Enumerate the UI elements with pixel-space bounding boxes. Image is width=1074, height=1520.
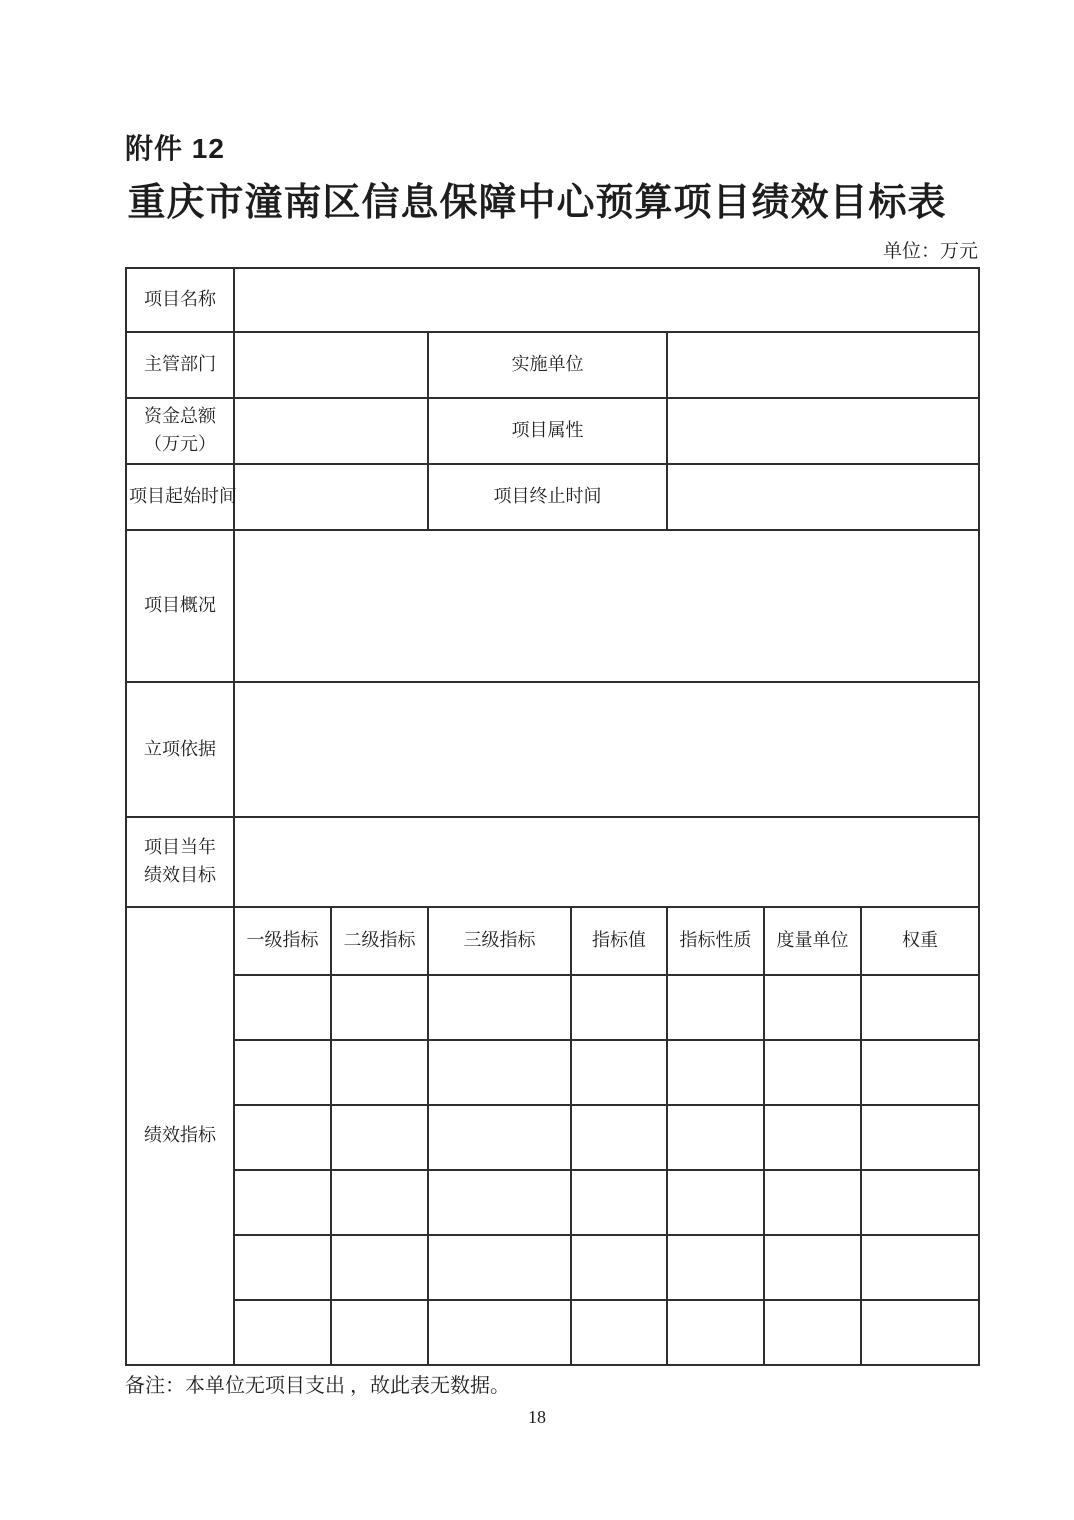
start-time-label: 项目起始时间	[126, 464, 234, 530]
indicator-cell	[234, 975, 331, 1040]
implementing-unit-label: 实施单位	[428, 332, 667, 398]
implementing-unit-value	[667, 332, 979, 398]
total-funds-label	[126, 398, 234, 464]
indicator-cell	[331, 1170, 428, 1235]
indicator-cell	[428, 1300, 571, 1365]
indicator-cell	[667, 1170, 764, 1235]
indicator-cell	[331, 1235, 428, 1300]
indicator-row-5	[126, 1235, 979, 1300]
indicator-cell	[571, 1040, 667, 1105]
annual-target-value	[234, 817, 979, 907]
performance-target-table	[125, 267, 980, 1366]
row-annual-target	[126, 817, 979, 907]
indicator-cell	[331, 1105, 428, 1170]
indicator-row-1	[126, 975, 979, 1040]
indicator-header-nature: 指标性质	[667, 907, 764, 975]
indicator-cell	[428, 975, 571, 1040]
end-time-label: 项目终止时间	[428, 464, 667, 530]
indicator-cell	[234, 1300, 331, 1365]
row-project-name	[126, 268, 979, 332]
row-department	[126, 332, 979, 398]
indicator-cell	[667, 975, 764, 1040]
project-overview-value	[234, 530, 979, 682]
indicator-cell	[667, 1235, 764, 1300]
indicator-cell	[234, 1105, 331, 1170]
project-name-label: 项目名称	[126, 268, 234, 332]
indicator-cell	[234, 1170, 331, 1235]
project-attribute-value	[667, 398, 979, 464]
department-label: 主管部门	[126, 332, 234, 398]
row-total-funds	[126, 398, 979, 464]
row-project-overview	[126, 530, 979, 682]
indicator-cell	[667, 1040, 764, 1105]
indicator-cell	[571, 975, 667, 1040]
attachment-label: 附件 12	[125, 133, 225, 164]
total-funds-label-line2: （万元）	[144, 434, 216, 454]
indicator-cell	[331, 1040, 428, 1105]
indicator-cell	[331, 975, 428, 1040]
indicator-cell	[861, 975, 979, 1040]
indicator-cell	[331, 1300, 428, 1365]
annual-target-label	[126, 817, 234, 907]
indicator-cell	[861, 1300, 979, 1365]
indicator-cell	[667, 1105, 764, 1170]
footer-note: 备注：本单位无项目支出 ，故此表无数据。	[125, 1375, 510, 1397]
indicator-cell	[861, 1040, 979, 1105]
end-time-value	[667, 464, 979, 530]
indicator-row-2	[126, 1040, 979, 1105]
indicator-header-unit: 度量单位	[764, 907, 861, 975]
annual-target-label-line1: 项目当年	[144, 837, 216, 858]
page-title: 重庆市潼南区信息保障中心预算项目绩效目标表	[127, 182, 947, 224]
indicator-header-level1: 一级指标	[234, 907, 331, 975]
indicator-row-3	[126, 1105, 979, 1170]
project-name-value	[234, 268, 979, 332]
indicator-header-level2: 二级指标	[331, 907, 428, 975]
performance-indicator-label: 绩效指标	[126, 907, 234, 1365]
total-funds-value	[234, 398, 428, 464]
project-attribute-label: 项目属性	[428, 398, 667, 464]
row-project-time	[126, 464, 979, 530]
row-project-basis	[126, 682, 979, 817]
indicator-cell	[764, 1235, 861, 1300]
row-indicator-header	[126, 907, 979, 975]
total-funds-label-line1: 资金总额	[144, 406, 216, 427]
indicator-cell	[571, 1170, 667, 1235]
annual-target-label-line2: 绩效目标	[144, 865, 216, 885]
indicator-header-weight: 权重	[861, 907, 979, 975]
indicator-cell	[571, 1105, 667, 1170]
start-time-value	[234, 464, 428, 530]
indicator-cell	[764, 1300, 861, 1365]
indicator-row-4	[126, 1170, 979, 1235]
indicator-cell	[428, 1170, 571, 1235]
project-overview-label: 项目概况	[126, 530, 234, 682]
indicator-cell	[234, 1235, 331, 1300]
unit-note: 单位：万元	[882, 241, 978, 262]
indicator-cell	[764, 975, 861, 1040]
indicator-cell	[764, 1105, 861, 1170]
department-value	[234, 332, 428, 398]
indicator-cell	[571, 1300, 667, 1365]
indicator-cell	[861, 1235, 979, 1300]
indicator-row-6	[126, 1300, 979, 1365]
indicator-cell	[428, 1235, 571, 1300]
indicator-cell	[234, 1040, 331, 1105]
indicator-cell	[428, 1105, 571, 1170]
project-basis-label: 立项依据	[126, 682, 234, 817]
page-number: 18	[528, 1407, 546, 1427]
indicator-cell	[667, 1300, 764, 1365]
indicator-cell	[861, 1170, 979, 1235]
indicator-cell	[571, 1235, 667, 1300]
indicator-cell	[764, 1170, 861, 1235]
indicator-cell	[428, 1040, 571, 1105]
indicator-header-level3: 三级指标	[428, 907, 571, 975]
project-basis-value	[234, 682, 979, 817]
indicator-header-value: 指标值	[571, 907, 667, 975]
indicator-cell	[764, 1040, 861, 1105]
indicator-cell	[861, 1105, 979, 1170]
